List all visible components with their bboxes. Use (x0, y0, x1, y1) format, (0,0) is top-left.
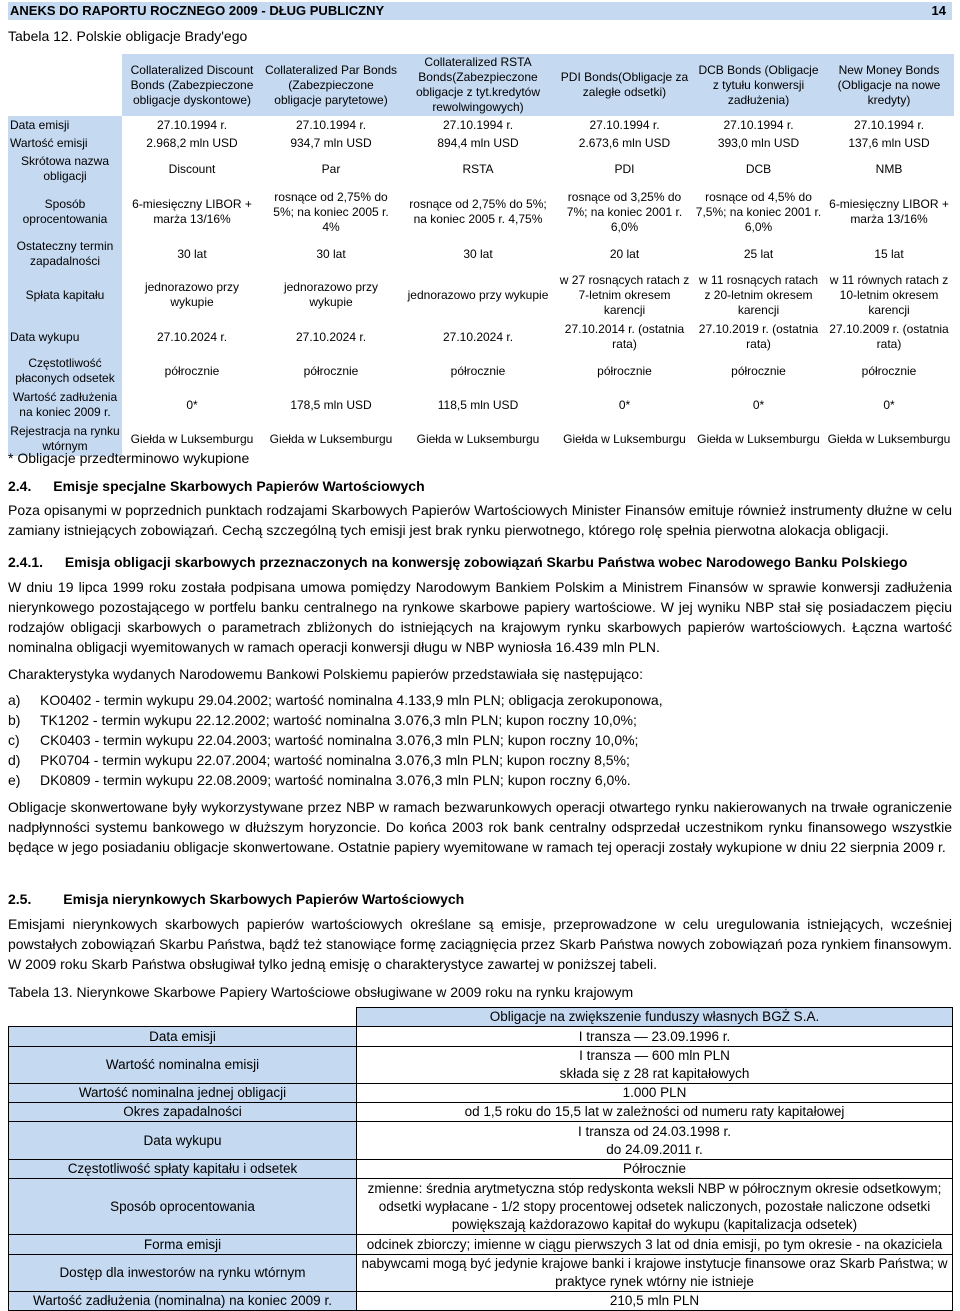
list-key: c) (8, 732, 20, 748)
row-label: Spłata kapitału (8, 270, 122, 320)
table-row (8, 152, 954, 186)
table-row (8, 134, 954, 152)
table-cell: Giełda w Luksemburgu (697, 431, 820, 446)
section-number: 2.4. (8, 478, 32, 494)
cell-line: nabywcami mogą być jedynie krajowe banki i krajowe instytucje finansowe oraz Skarb Państwa; w (361, 1256, 948, 1271)
table-cell: rosnące od 2,75% do 5%; na koniec 2005 r. 4% (273, 189, 389, 234)
table-cell: w 27 rosnących ratach z 7-letnim okresem karencji (559, 272, 690, 317)
table-cell: 27.10.1994 r. (723, 117, 794, 132)
table-cell: 27.10.1994 r. (853, 117, 925, 132)
table-cell: 894,4 mln USD (437, 135, 519, 150)
table-cell: 30 lat (177, 246, 207, 261)
table-cell: półrocznie (861, 363, 917, 378)
report-title: ANEKS DO RAPORTU ROCZNEGO 2009 - DŁUG PUBLICZNY (10, 3, 385, 18)
list-text: DK0809 - termin wykupu 22.08.2009; wartość nominalna 3.076,3 mln PLN; kupon roczny 6,0%. (40, 772, 631, 788)
table-cell: 2.673,6 mln USD (578, 135, 671, 150)
table-row (9, 1160, 953, 1179)
cell-line: I transza — 23.09.1996 r. (578, 1028, 731, 1044)
section-title: Emisja obligacji skarbowych przeznaczonych na konwersję zobowiązań Skarbu Państwa wobec Narodowego Banku Polskiego (64, 554, 908, 570)
table-cell: w 11 rosnących ratach z 20-letnim okresem karencji (698, 272, 819, 317)
table-cell: 0* (883, 397, 895, 412)
table-cell: 25 lat (743, 246, 774, 261)
cell-line: zmienne: średnia arytmetyczna stóp redyskonta weksli NBP w półrocznym okresie odsetkowym; (367, 1180, 942, 1196)
col-header: PDI Bonds(Obligacje za zaległe odsetki) (556, 54, 693, 116)
table-cell: DCB (745, 161, 772, 176)
table-row (8, 186, 954, 238)
table-cell: 27.10.2019 r. (ostatnia rata) (698, 322, 819, 351)
table-cell: RSTA (462, 161, 494, 176)
table-row (9, 1255, 953, 1292)
table-cell: Giełda w Luksemburgu (563, 431, 686, 446)
row-label: Wartość emisji (8, 134, 122, 152)
table12-footnote: * Obligacje przedterminowo wykupione (8, 450, 250, 466)
row-label: Okres zapadalności (9, 1103, 357, 1122)
col-header: Collateralized RSTA Bonds(Zabezpieczone obligacje z tyt.kredytów rewolwingowych) (400, 54, 556, 116)
paragraph: Emisjami nierynkowych skarbowych papierów wartościowych określane są emisje, przeprowadzone w celu uregulowania istniejących, wcześniej powstałych zobowiązań Skarbu Państwa, bądź też stanowiące formę zaciągnięcia przez Skarb Państwa nowych zobowiązań poza rynkiem finansowym. W 2009 roku Skarb Państwa obsługiwał tylko jedną emisję o charakterystyce zawartej w poniższej tabeli. (8, 916, 952, 972)
table-cell: 30 lat (316, 246, 346, 261)
section-number: 2.5. (8, 891, 32, 907)
cell-line: Półrocznie (622, 1161, 687, 1176)
row-label: Rejestracja na rynku wtórnym (8, 422, 122, 456)
row-label: Data wykupu (9, 1122, 357, 1160)
row-label: Sposób oprocentowania (9, 1179, 357, 1235)
row-label: Wartość zadłużenia (nominalna) na koniec 2009 r. (9, 1292, 357, 1311)
table-cell: 0* (186, 397, 198, 412)
row-label: Częstotliwość płaconych odsetek (8, 354, 122, 388)
table-cell (357, 1103, 953, 1122)
nonmarket-bonds-table (8, 1007, 953, 1311)
section-title: Emisja nierynkowych Skarbowych Papierów Wartościowych (63, 891, 465, 907)
table-cell: Discount (168, 161, 216, 176)
row-label: Częstotliwość spłaty kapitału i odsetek (9, 1160, 357, 1179)
table-cell (357, 1122, 953, 1160)
list-text: CK0403 - termin wykupu 22.04.2003; wartość nominalna 3.076,3 mln PLN; kupon roczny 10,0%; (40, 732, 639, 748)
cell-line: do 24.09.2011 r. (606, 1141, 703, 1157)
table12-caption: Tabela 12. Polskie obligacje Brady'ego (8, 28, 248, 44)
table-cell: w 11 równych ratach z 10-letnim okresem karencji (829, 272, 949, 317)
table-cell: 0* (618, 397, 631, 412)
table-cell: 27.10.1994 r. (589, 117, 660, 132)
table-row (8, 116, 954, 134)
row-label: Data emisji (9, 1027, 357, 1047)
list-text: PK0704 - termin wykupu 22.07.2004; wartość nominalna 3.076,3 mln PLN; kupon roczny 8,5%; (40, 752, 630, 768)
col-header: Collateralized Discount Bonds (Zabezpieczone obligacje dyskontowe) (122, 54, 262, 116)
col-header: Collateralized Par Bonds (Zabezpieczone obligacje parytetowe) (262, 54, 400, 116)
col-header: DCB Bonds (Obligacje z tytułu konwersji zadłużenia) (693, 54, 824, 116)
table-row (9, 1179, 953, 1235)
cell-line: 1.000 PLN (622, 1085, 687, 1100)
table-cell: 20 lat (609, 246, 640, 261)
table-cell (357, 1027, 953, 1047)
cell-line: I transza od 24.03.1998 r. (577, 1123, 732, 1139)
list-item (8, 730, 952, 750)
row-label: Wartość zadłużenia na koniec 2009 r. (8, 388, 122, 422)
table-cell: Giełda w Luksemburgu (416, 431, 540, 446)
table13-header-row (9, 1008, 953, 1027)
list-text: KO0402 - termin wykupu 29.04.2002; wartość nominalna 4.133,9 mln PLN; obligacja zerokuponowa, (40, 692, 663, 708)
table-cell (357, 1160, 953, 1179)
list-key: a) (8, 692, 21, 708)
table-row (8, 270, 954, 320)
paragraph: Poza opisanymi w poprzednich punktach rodzajami Skarbowych Papierów Wartościowych Minister Finansów emituje również instrumenty dłużne w celu zamiany istniejących zobowiązań. Cechą szczególną tych emisji jest brak rynku pierwotnego, którego rolę spełnia pierwotna alokacja obligacji. (8, 502, 952, 538)
table-cell: 30 lat (463, 246, 493, 261)
table-cell: 393,0 mln USD (717, 135, 800, 150)
table-cell: 6-miesięczny LIBOR + marża 13/16% (132, 197, 252, 226)
table-cell: Giełda w Luksemburgu (269, 431, 393, 446)
cell-line: powiększają każdorazowo kapitał do wykupu (kapitalizacja odsetek) (451, 1216, 858, 1232)
table-row (9, 1235, 953, 1255)
table-cell: 27.10.2009 r. (ostatnia rata) (829, 322, 949, 351)
table-cell (357, 1292, 953, 1311)
list-item (8, 750, 952, 770)
table-cell: rosnące od 2,75% do 5%; na koniec 2005 r. 4,75% (409, 197, 547, 226)
table-cell: 0* (752, 397, 765, 412)
list-key: e) (8, 772, 21, 788)
table-row (8, 388, 954, 422)
table-cell: półrocznie (164, 363, 220, 378)
table-cell: 137,6 mln USD (848, 135, 930, 150)
table12-header-row (8, 54, 954, 116)
brady-bonds-table (8, 54, 954, 456)
table-row (9, 1027, 953, 1047)
table-cell: 27.10.2024 r. (156, 329, 228, 344)
table13-caption: Tabela 13. Nierynkowe Skarbowe Papiery Wartościowe obsługiwane w 2009 roku na rynku krajowym (8, 984, 634, 1000)
table-cell: 27.10.1994 r. (156, 117, 228, 132)
table-cell (357, 1084, 953, 1103)
table-cell: półrocznie (597, 363, 652, 378)
list-key: d) (8, 752, 21, 768)
section-2-4-1-heading (8, 553, 907, 571)
list-item (8, 770, 952, 790)
table-cell: 27.10.1994 r. (442, 117, 514, 132)
table-row (9, 1122, 953, 1160)
table-cell: Par (321, 161, 341, 176)
table-cell: 6-miesięczny LIBOR + marża 13/16% (829, 197, 949, 226)
list-item (8, 710, 952, 730)
table-cell: jednorazowo przy wykupie (407, 287, 549, 302)
table-cell: 27.10.2014 r. (ostatnia rata) (564, 322, 685, 351)
table-cell (357, 1235, 953, 1255)
col-header: Obligacje na zwiększenie funduszy własnych BGŻ S.A. (357, 1008, 953, 1027)
row-label: Sposób oprocentowania (8, 186, 122, 238)
table-row (8, 320, 954, 354)
cell-line: odcinek zbiorczy; imienne w ciągu pierwszych 3 lat od dnia emisji, po tym okresie - na okaziciela (366, 1236, 943, 1252)
table-cell: Giełda w Luksemburgu (130, 431, 254, 446)
table-row (8, 238, 954, 270)
paragraph: Charakterystyka wydanych Narodowemu Bankowi Polskiemu papierów przedstawiała się następująco: (8, 666, 643, 682)
section-2-5-heading (8, 890, 464, 908)
table-cell: półrocznie (731, 363, 786, 378)
table-cell (357, 1047, 953, 1084)
cell-line: odsetki wypłacane - 1/2 stopy procentowej odsetek naliczonych, pozostałe naliczone odsetki (378, 1198, 931, 1214)
table-cell: 2.968,2 mln USD (146, 135, 238, 150)
table-cell: PDI (614, 161, 635, 176)
table-cell: półrocznie (450, 363, 506, 378)
section-title: Emisje specjalne Skarbowych Papierów Wartościowych (53, 478, 425, 494)
table-cell: jednorazowo przy wykupie (144, 280, 240, 309)
paragraph: Obligacje skonwertowane były wykorzystywane przez NBP w ramach bezwarunkowych operacji otwartego rynku nakierowanych na trwałe ograniczenie nadpłynności systemu bankowego w dłuższym horyzoncie. Do końca 2003 rok bank centralny odsprzedał uczestnikom rynku finansowego wszystkie będące w jego posiadaniu obligacje skonwertowane. Ostatnie papiery wyemitowane w ramach tej operacji zostały wykupione w dniu 22 sierpnia 2009 r. (8, 799, 952, 855)
col-header: New Money Bonds (Obligacje na nowe kredyty) (824, 54, 954, 116)
table-cell: 118,5 mln USD (437, 397, 519, 412)
row-label: Wartość nominalna emisji (9, 1047, 357, 1084)
row-label: Skrótowa nazwa obligacji (8, 152, 122, 186)
table-cell: 27.10.1994 r. (295, 117, 367, 132)
cell-line: od 1,5 roku do 15,5 lat w zależności od numeru raty kapitałowej (464, 1104, 845, 1119)
section-number: 2.4.1. (8, 554, 44, 570)
cell-line: praktyce rynek wtórny nie istnieje (555, 1274, 754, 1289)
cell-line: 210,5 mln PLN (609, 1293, 700, 1308)
row-label: Dostęp dla inwestorów na rynku wtórnym (9, 1255, 357, 1292)
table-row (8, 354, 954, 388)
row-label: Forma emisji (9, 1235, 357, 1255)
row-label: Data wykupu (8, 320, 122, 354)
page-header (8, 2, 952, 20)
cell-line: składa się z 28 rat kapitałowych (559, 1066, 750, 1081)
table-cell: 15 lat (874, 246, 904, 261)
row-label: Data emisji (8, 116, 122, 134)
page-number: 14 (931, 3, 946, 18)
table-row (9, 1047, 953, 1084)
list-item (8, 690, 952, 710)
row-label: Ostateczny termin zapadalności (8, 238, 122, 270)
bond-list (8, 690, 952, 790)
cell-line: I transza — 600 mln PLN (579, 1048, 730, 1063)
table-cell: 27.10.2024 r. (442, 329, 514, 344)
row-label: Wartość nominalna jednej obligacji (9, 1084, 357, 1103)
table-row (9, 1084, 953, 1103)
table-cell: 27.10.2024 r. (295, 329, 367, 344)
table-cell: półrocznie (303, 363, 359, 378)
table-cell: 934,7 mln USD (290, 135, 372, 150)
section-2-4-heading (8, 477, 425, 495)
table-row (9, 1103, 953, 1122)
table-cell (357, 1179, 953, 1235)
table-cell: NMB (875, 161, 903, 176)
list-key: b) (8, 712, 21, 728)
table-cell: rosnące od 4,5% do 7,5%; na koniec 2001 r. 6,0% (695, 189, 822, 234)
table-cell (357, 1255, 953, 1292)
table-cell: jednorazowo przy wykupie (283, 280, 379, 309)
table-cell: 178,5 mln USD (290, 397, 372, 412)
paragraph: W dniu 19 lipca 1999 roku została podpisana umowa pomiędzy Narodowym Bankiem Polskim a Ministrem Finansów w sprawie konwersji zadłużenia nierynkowego pozostającego w portfelu banku centralnego na rynkowe skarbowe papiery wartościowe. W jej wyniku NBP stał się posiadaczem pięciu rodzajów obligacji skarbowych o parametrach zbliżonych do istniejących na krajowym rynku skarbowych papierów wartościowych. Łączna wartość nominalna obligacji wyemitowanych w ramach operacji konwersji długu w NBP wyniosła 16.439 mln PLN. (8, 579, 952, 655)
table-row (9, 1292, 953, 1311)
table-cell: Giełda w Luksemburgu (827, 431, 951, 446)
table-cell: rosnące od 3,25% do 7%; na koniec 2001 r. 6,0% (566, 189, 683, 234)
list-text: TK1202 - termin wykupu 22.12.2002; wartość nominalna 3.076,3 mln PLN; kupon roczny 10,0%; (40, 712, 637, 728)
